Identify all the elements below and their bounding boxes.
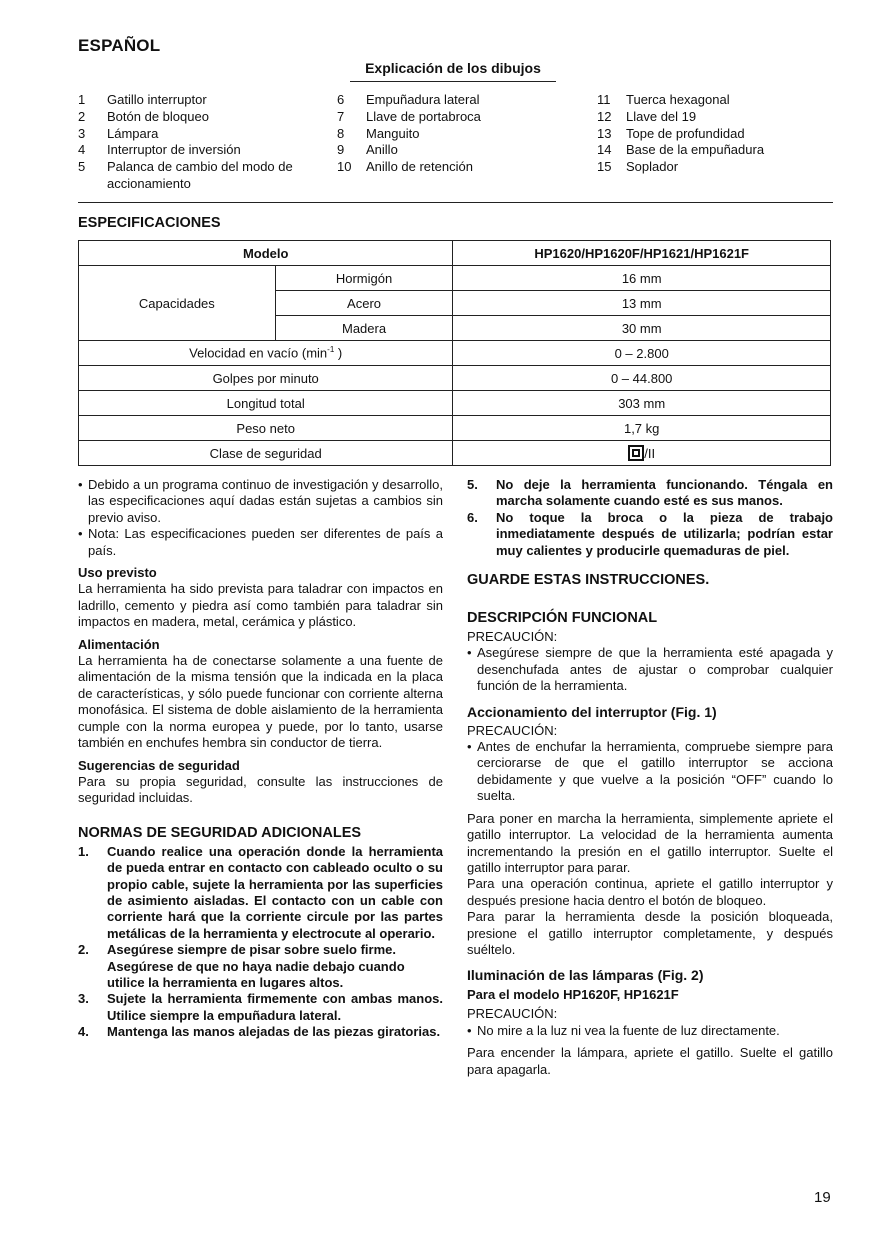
safety-rule-item	[467, 510, 833, 559]
table-row	[79, 391, 831, 416]
rule-number: 5.	[467, 477, 478, 492]
table-row	[79, 266, 831, 291]
section-divider	[78, 202, 833, 203]
capacity-material: Hormigón	[275, 266, 453, 291]
part-number: 2	[78, 108, 86, 124]
parts-list-column-3	[597, 92, 827, 176]
caution-text: Antes de enchufar la herramienta, compruebe siempre para cerciorarse de que el gatillo interruptor se acciona debidamente y que vuelve a la posición “OFF” cuando lo suelta.	[477, 739, 833, 804]
specifications-heading: ESPECIFICACIONES	[78, 215, 221, 231]
blows-label: Golpes por minuto	[79, 366, 453, 391]
part-label: Palanca de cambio del modo de accionamiento	[107, 159, 293, 191]
part-label: Soplador	[626, 159, 679, 175]
rule-text: No toque la broca o la pieza de trabajo inmediatamente después de utilizarla; podrían estar muy calientes y producirle quemaduras de piel.	[496, 509, 833, 558]
caution-text: No mire a la luz ni vea la fuente de luz directamente.	[477, 1022, 780, 1038]
blows-value: 0 – 44.800	[453, 366, 831, 391]
parts-list-item	[78, 142, 318, 159]
drawings-title: Explicación de los dibujos	[350, 60, 556, 82]
part-number: 15	[597, 159, 612, 175]
safety-rule-item	[78, 1024, 443, 1040]
switch-paragraph: Para parar la herramienta desde la posición bloqueada, presione el gatillo interruptor completamente, y después suéltelo.	[467, 909, 833, 957]
length-value: 303 mm	[453, 391, 831, 416]
part-label: Lámpara	[107, 125, 159, 141]
rule-text: No deje la herramienta funcionando. Téngala en marcha solamente cuando esté es sus manos.	[496, 477, 833, 509]
rule-text: Sujete la herramienta firmemente con ambas manos. Utilice siempre la empuñadura lateral.	[107, 991, 443, 1023]
part-number: 10	[337, 159, 352, 175]
weight-value: 1,7 kg	[453, 416, 831, 441]
power-supply-text: La herramienta ha de conectarse solamente a una fuente de alimentación de la misma tensión que la indicada en la placa de características, y sólo puede funcionar con corriente alterna monofásica. El sistema de doble aislamiento de la herramienta cumple con la norma europea y puede, por lo tanto, usarse también en enchufes hembra sin conductor de tierra.	[78, 653, 443, 751]
capacities-label: Capacidades	[79, 266, 276, 341]
note-bullet	[78, 526, 443, 559]
part-label: Manguito	[366, 125, 420, 141]
parts-list-item	[78, 159, 318, 193]
part-label: Tuerca hexagonal	[626, 92, 730, 107]
switch-paragraph: Para una operación continua, apriete el gatillo interruptor y después presione hacia dentro el botón de bloqueo.	[467, 876, 833, 908]
part-number: 6	[337, 92, 345, 107]
no-load-speed-close: )	[334, 345, 343, 361]
part-label: Interruptor de inversión	[107, 142, 241, 158]
right-column	[467, 477, 833, 1078]
left-column	[78, 477, 443, 1041]
page-number: 19	[814, 1189, 831, 1206]
rule-number: 3.	[78, 991, 89, 1007]
functional-description-heading: DESCRIPCIÓN FUNCIONAL	[467, 610, 658, 627]
parts-list-item	[78, 109, 318, 126]
table-row	[79, 366, 831, 391]
power-supply-heading: Alimentación	[78, 636, 160, 652]
capacity-material: Acero	[275, 291, 453, 316]
note-bullet	[78, 477, 443, 526]
part-number: 7	[337, 108, 345, 124]
switch-paragraph: Para poner en marcha la herramienta, simplemente apriete el gatillo interruptor. La velocidad de la herramienta aumenta incrementando la presión en el gatillo interruptor. Suelte el gatillo interruptor para parar.	[467, 810, 833, 875]
part-number: 1	[78, 92, 86, 107]
safety-class-text: /II	[644, 446, 656, 461]
parts-list-item	[78, 126, 318, 143]
bullet-icon: •	[467, 1022, 472, 1038]
no-load-speed-label	[79, 341, 453, 366]
rule-number: 6.	[467, 509, 478, 525]
parts-list-column-1	[78, 92, 318, 193]
rule-number: 4.	[78, 1024, 89, 1040]
rule-number: 1.	[78, 843, 89, 859]
switch-action-heading: Accionamiento del interruptor (Fig. 1)	[467, 703, 717, 720]
part-label: Botón de bloqueo	[107, 108, 209, 124]
capacity-value: 16 mm	[453, 266, 831, 291]
table-row	[79, 341, 831, 366]
caution-label: PRECAUCIÓN:	[467, 1006, 558, 1022]
safety-tips-text: Para su propia seguridad, consulte las instrucciones de seguridad incluidas.	[78, 773, 443, 806]
part-number: 3	[78, 125, 86, 141]
safety-rule-item	[78, 844, 443, 942]
safety-tips-heading: Sugerencias de seguridad	[78, 757, 240, 773]
part-number: 5	[78, 159, 86, 175]
part-label: Tope de profundidad	[626, 125, 745, 141]
part-label: Llave de portabroca	[366, 108, 481, 124]
intended-use-text: La herramienta ha sido prevista para taladrar con impactos en ladrillo, cemento y piedra así como también para taladrar sin impactos en madera, metal, cerámica y plástico.	[78, 581, 443, 630]
intended-use-heading: Uso previsto	[78, 565, 157, 581]
part-number: 13	[597, 125, 612, 141]
no-load-speed-value: 0 – 2.800	[453, 341, 831, 366]
parts-list-item	[597, 142, 827, 159]
part-number: 9	[337, 142, 345, 158]
bullet-icon: •	[78, 526, 83, 542]
safety-class-value	[453, 441, 831, 466]
part-number: 11	[597, 92, 611, 107]
capacity-value: 13 mm	[453, 291, 831, 316]
part-label: Anillo	[366, 142, 398, 158]
part-number: 12	[597, 108, 612, 124]
caution-label: PRECAUCIÓN:	[467, 629, 558, 645]
parts-list-item	[78, 92, 318, 109]
caution-text: Asegúrese siempre de que la herramienta esté apagada y desenchufada antes de ajustar o comprobar cualquier función de la herramienta.	[477, 645, 833, 694]
parts-list-item	[337, 109, 567, 126]
parts-list-item	[337, 92, 567, 109]
parts-list-item	[597, 159, 827, 176]
part-number: 4	[78, 142, 86, 158]
parts-list-item	[337, 142, 567, 159]
superscript: -1	[327, 345, 335, 355]
part-label: Gatillo interruptor	[107, 92, 207, 107]
capacity-value: 30 mm	[453, 316, 831, 341]
safety-rule-item	[78, 942, 443, 991]
parts-list-item	[597, 109, 827, 126]
length-label: Longitud total	[79, 391, 453, 416]
no-load-speed-text: Velocidad en vacío (min	[189, 345, 328, 361]
safety-rule-item	[467, 477, 833, 510]
parts-list-item	[337, 126, 567, 143]
language-heading: ESPAÑOL	[78, 36, 161, 55]
additional-safety-rules-heading: NORMAS DE SEGURIDAD ADICIONALES	[78, 824, 362, 841]
bullet-icon: •	[467, 645, 472, 661]
bullet-icon: •	[78, 477, 83, 492]
caution-bullet	[467, 739, 833, 805]
safety-rule-item	[78, 991, 443, 1024]
lamp-heading: Iluminación de las lámparas (Fig. 2)	[467, 967, 704, 984]
part-number: 14	[597, 142, 612, 158]
table-row	[79, 416, 831, 441]
specifications-table	[78, 240, 831, 466]
weight-label: Peso neto	[79, 416, 453, 441]
part-label: Llave del 19	[626, 108, 697, 124]
rule-text: Cuando realice una operación donde la herramienta de pueda entrar en contacto con cableado oculto o su propio cable, sujete la herramienta por las superficies de asimiento aisladas. El contacto con un cable con corriente hará que la corriente circule por las partes metálicas de la herramienta y electrocute al operario.	[107, 843, 443, 941]
double-insulation-icon	[628, 445, 644, 461]
note-text: Debido a un programa continuo de investigación y desarrollo, las especificaciones aquí dadas están sujetas a cambios sin previo aviso.	[88, 477, 443, 525]
lamp-model-subheading: Para el modelo HP1620F, HP1621F	[467, 987, 679, 1003]
caution-bullet	[467, 645, 833, 694]
part-label: Anillo de retención	[366, 159, 473, 175]
model-label: Modelo	[79, 241, 453, 266]
capacity-material: Madera	[275, 316, 453, 341]
model-value: HP1620/HP1620F/HP1621/HP1621F	[453, 241, 831, 266]
parts-list-column-2	[337, 92, 567, 176]
safety-class-label: Clase de seguridad	[79, 441, 453, 466]
part-label: Empuñadura lateral	[366, 92, 480, 107]
caution-label: PRECAUCIÓN:	[467, 722, 558, 738]
note-text: Nota: Las especificaciones pueden ser diferentes de país a país.	[88, 526, 443, 558]
table-row	[79, 441, 831, 466]
rule-number: 2.	[78, 942, 89, 958]
parts-list-item	[337, 159, 567, 176]
rule-text: Mantenga las manos alejadas de las piezas giratorias.	[107, 1024, 441, 1040]
table-row	[79, 241, 831, 266]
part-label: Base de la empuñadura	[626, 142, 765, 158]
part-number: 8	[337, 125, 345, 141]
save-instructions-heading: GUARDE ESTAS INSTRUCCIONES.	[467, 572, 710, 589]
rule-text: Asegúrese siempre de pisar sobre suelo firme. Asegúrese de que no haya nadie debajo cuando utilice la herramienta en lugares altos.	[107, 942, 405, 990]
caution-bullet	[467, 1023, 833, 1039]
parts-list-item	[597, 126, 827, 143]
bullet-icon: •	[467, 739, 472, 755]
parts-list-item	[597, 92, 827, 109]
lamp-text: Para encender la lámpara, apriete el gatillo. Suelte el gatillo para apagarla.	[467, 1045, 833, 1077]
